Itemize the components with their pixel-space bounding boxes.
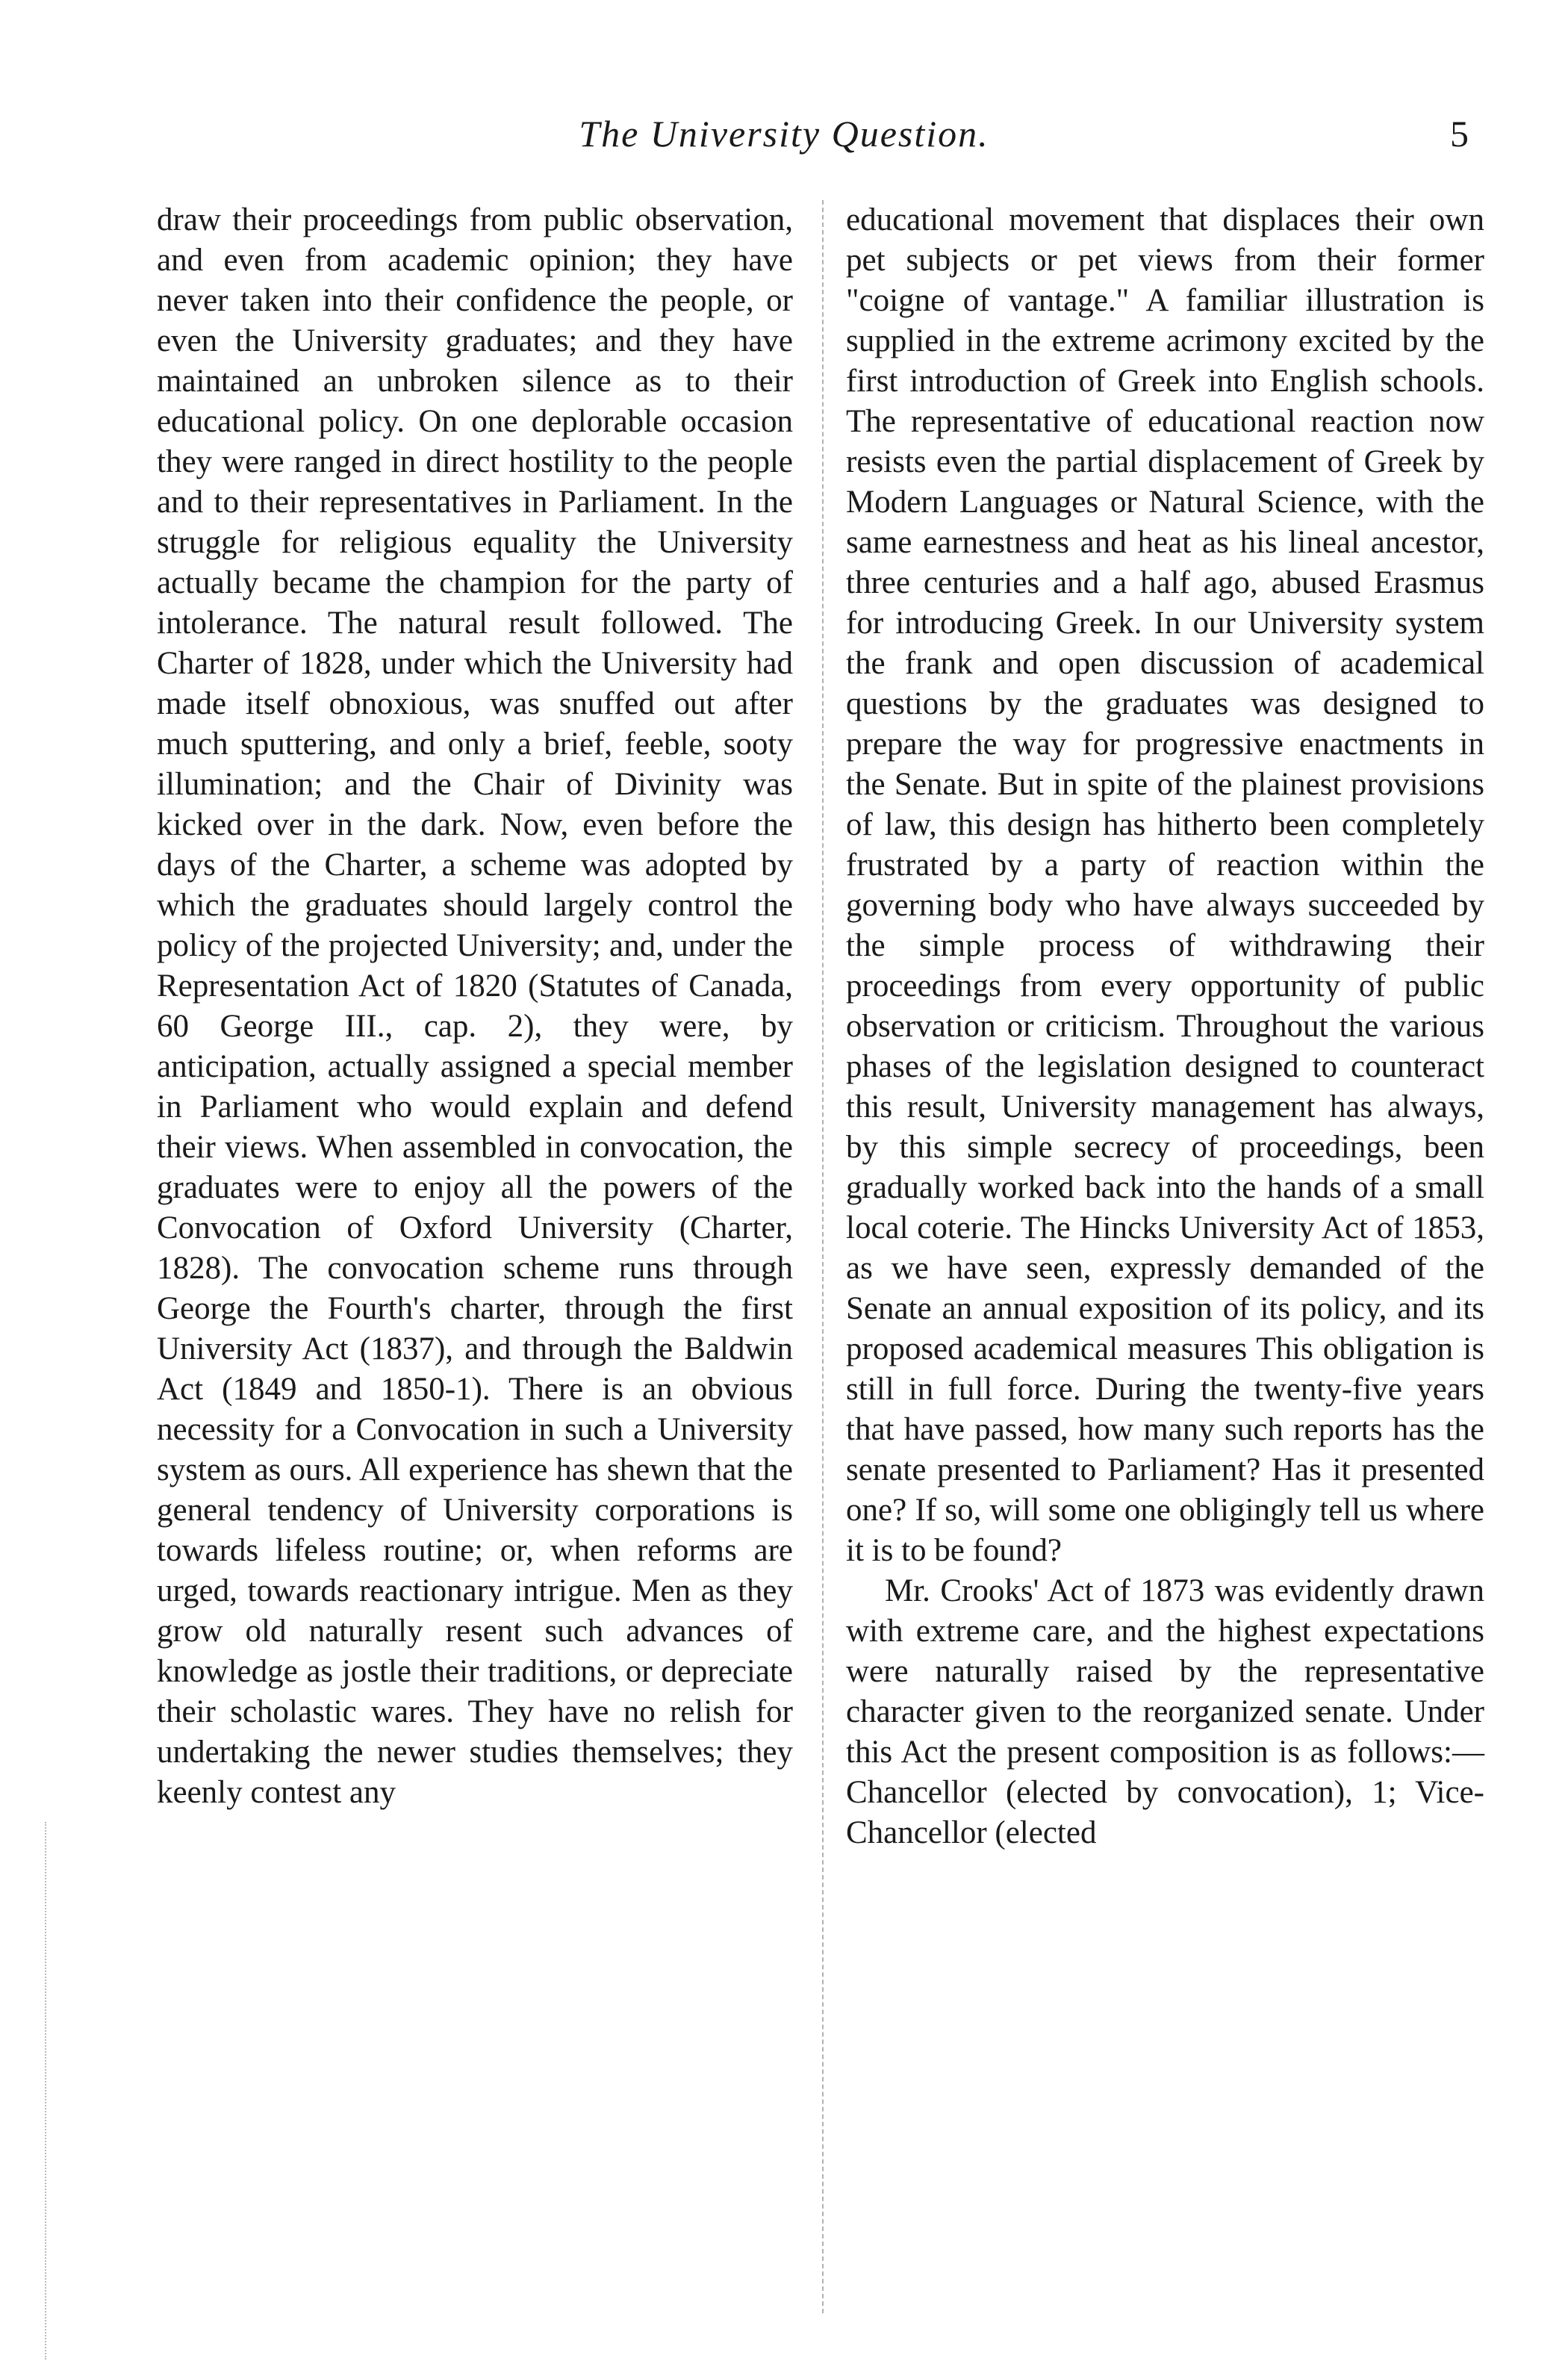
paragraph: draw their proceedings from public observation, and even from academic opinion; they have never taken into their confidence the people, or even the University graduates; and they have maintained an unbroken silence as to their educational policy. On one deplorable occasion they were ranged in direct hostility to the people and to their representatives in Parliament. In the struggle for religious equality the University actually became the champion for the party of intolerance. The natural result followed. The Charter of 1828, under which the University had made itself obnoxious, was snuffed out after much sputtering, and only a brief, feeble, sooty illumination; and the Chair of Divinity was kicked over in the dark. Now, even before the days of the Charter, a scheme was adopted by which the graduates should largely control the policy of the projected University; and, under the Representation Act of 1820 (Statutes of Canada, 60 George III., cap. 2), they were, by anticipation, actually assigned a special member in Parliament who would explain and defend their views. When assembled in convocation, the graduates were to enjoy all the powers of the Convocation of Oxford University (Charter, 1828). The convocation scheme runs through George the Fourth's charter, through the first University Act (1837), and through the Baldwin Act (1849 and 1850-1). There is an obvious necessity for a Convocation in such a University system as ours. All experience has shewn that the general tendency of University corporations is towards lifeless routine; or, when reforms are urged, towards reactionary intrigue. Men as they grow old naturally resent such advances of knowledge as jostle their traditions, or depreciate their scholastic wares. They have no relish for undertaking the newer studies themselves; they keenly contest any: [157, 202, 793, 1810]
running-title: The University Question.: [579, 113, 989, 155]
page-number: 5: [1450, 113, 1469, 155]
running-head: [0, 112, 1568, 164]
binding-edge-marks: [45, 1822, 69, 2360]
paragraph: Mr. Crooks' Act of 1873 was evidently drawn with extreme care, and the highest expectations were naturally raised by the representative character given to the reorganized senate. Under this Act the present composition is as follows:—Chancellor (elected by convocation), 1; Vice-Chancellor (elected: [846, 1573, 1484, 1850]
paragraph: educational movement that displaces their own pet subjects or pet views from their former "coigne of vantage." A familiar illustration is supplied in the extreme acrimony excited by the first introduction of Greek into English schools. The representative of educational reaction now resists even the partial displacement of Greek by Modern Languages or Natural Science, with the same earnestness and heat as his lineal ancestor, three centuries and a half ago, abused Erasmus for introducing Greek. In our University system the frank and open discussion of academical questions by the graduates was designed to prepare the way for progressive enactments in the Senate. But in spite of the plainest provisions of law, this design has hitherto been completely frustrated by a party of reaction within the governing body who have always succeeded by the simple process of withdrawing their proceedings from every opportunity of public observation or criticism. Throughout the various phases of the legislation designed to counteract this result, University management has always, by this simple secrecy of proceedings, been gradually worked back into the hands of a small local coterie. The Hincks University Act of 1853, as we have seen, expressly demanded of the Senate an annual exposition of its policy, and its proposed academical measures This obligation is still in full force. During the twenty-five years that have passed, how many such reports has the senate presented to Parliament? Has it presented one? If so, will some one obligingly tell us where it is to be found?: [846, 202, 1484, 1568]
column-divider: [822, 200, 824, 2313]
left-column: [157, 200, 793, 1813]
right-column: [846, 200, 1484, 1853]
